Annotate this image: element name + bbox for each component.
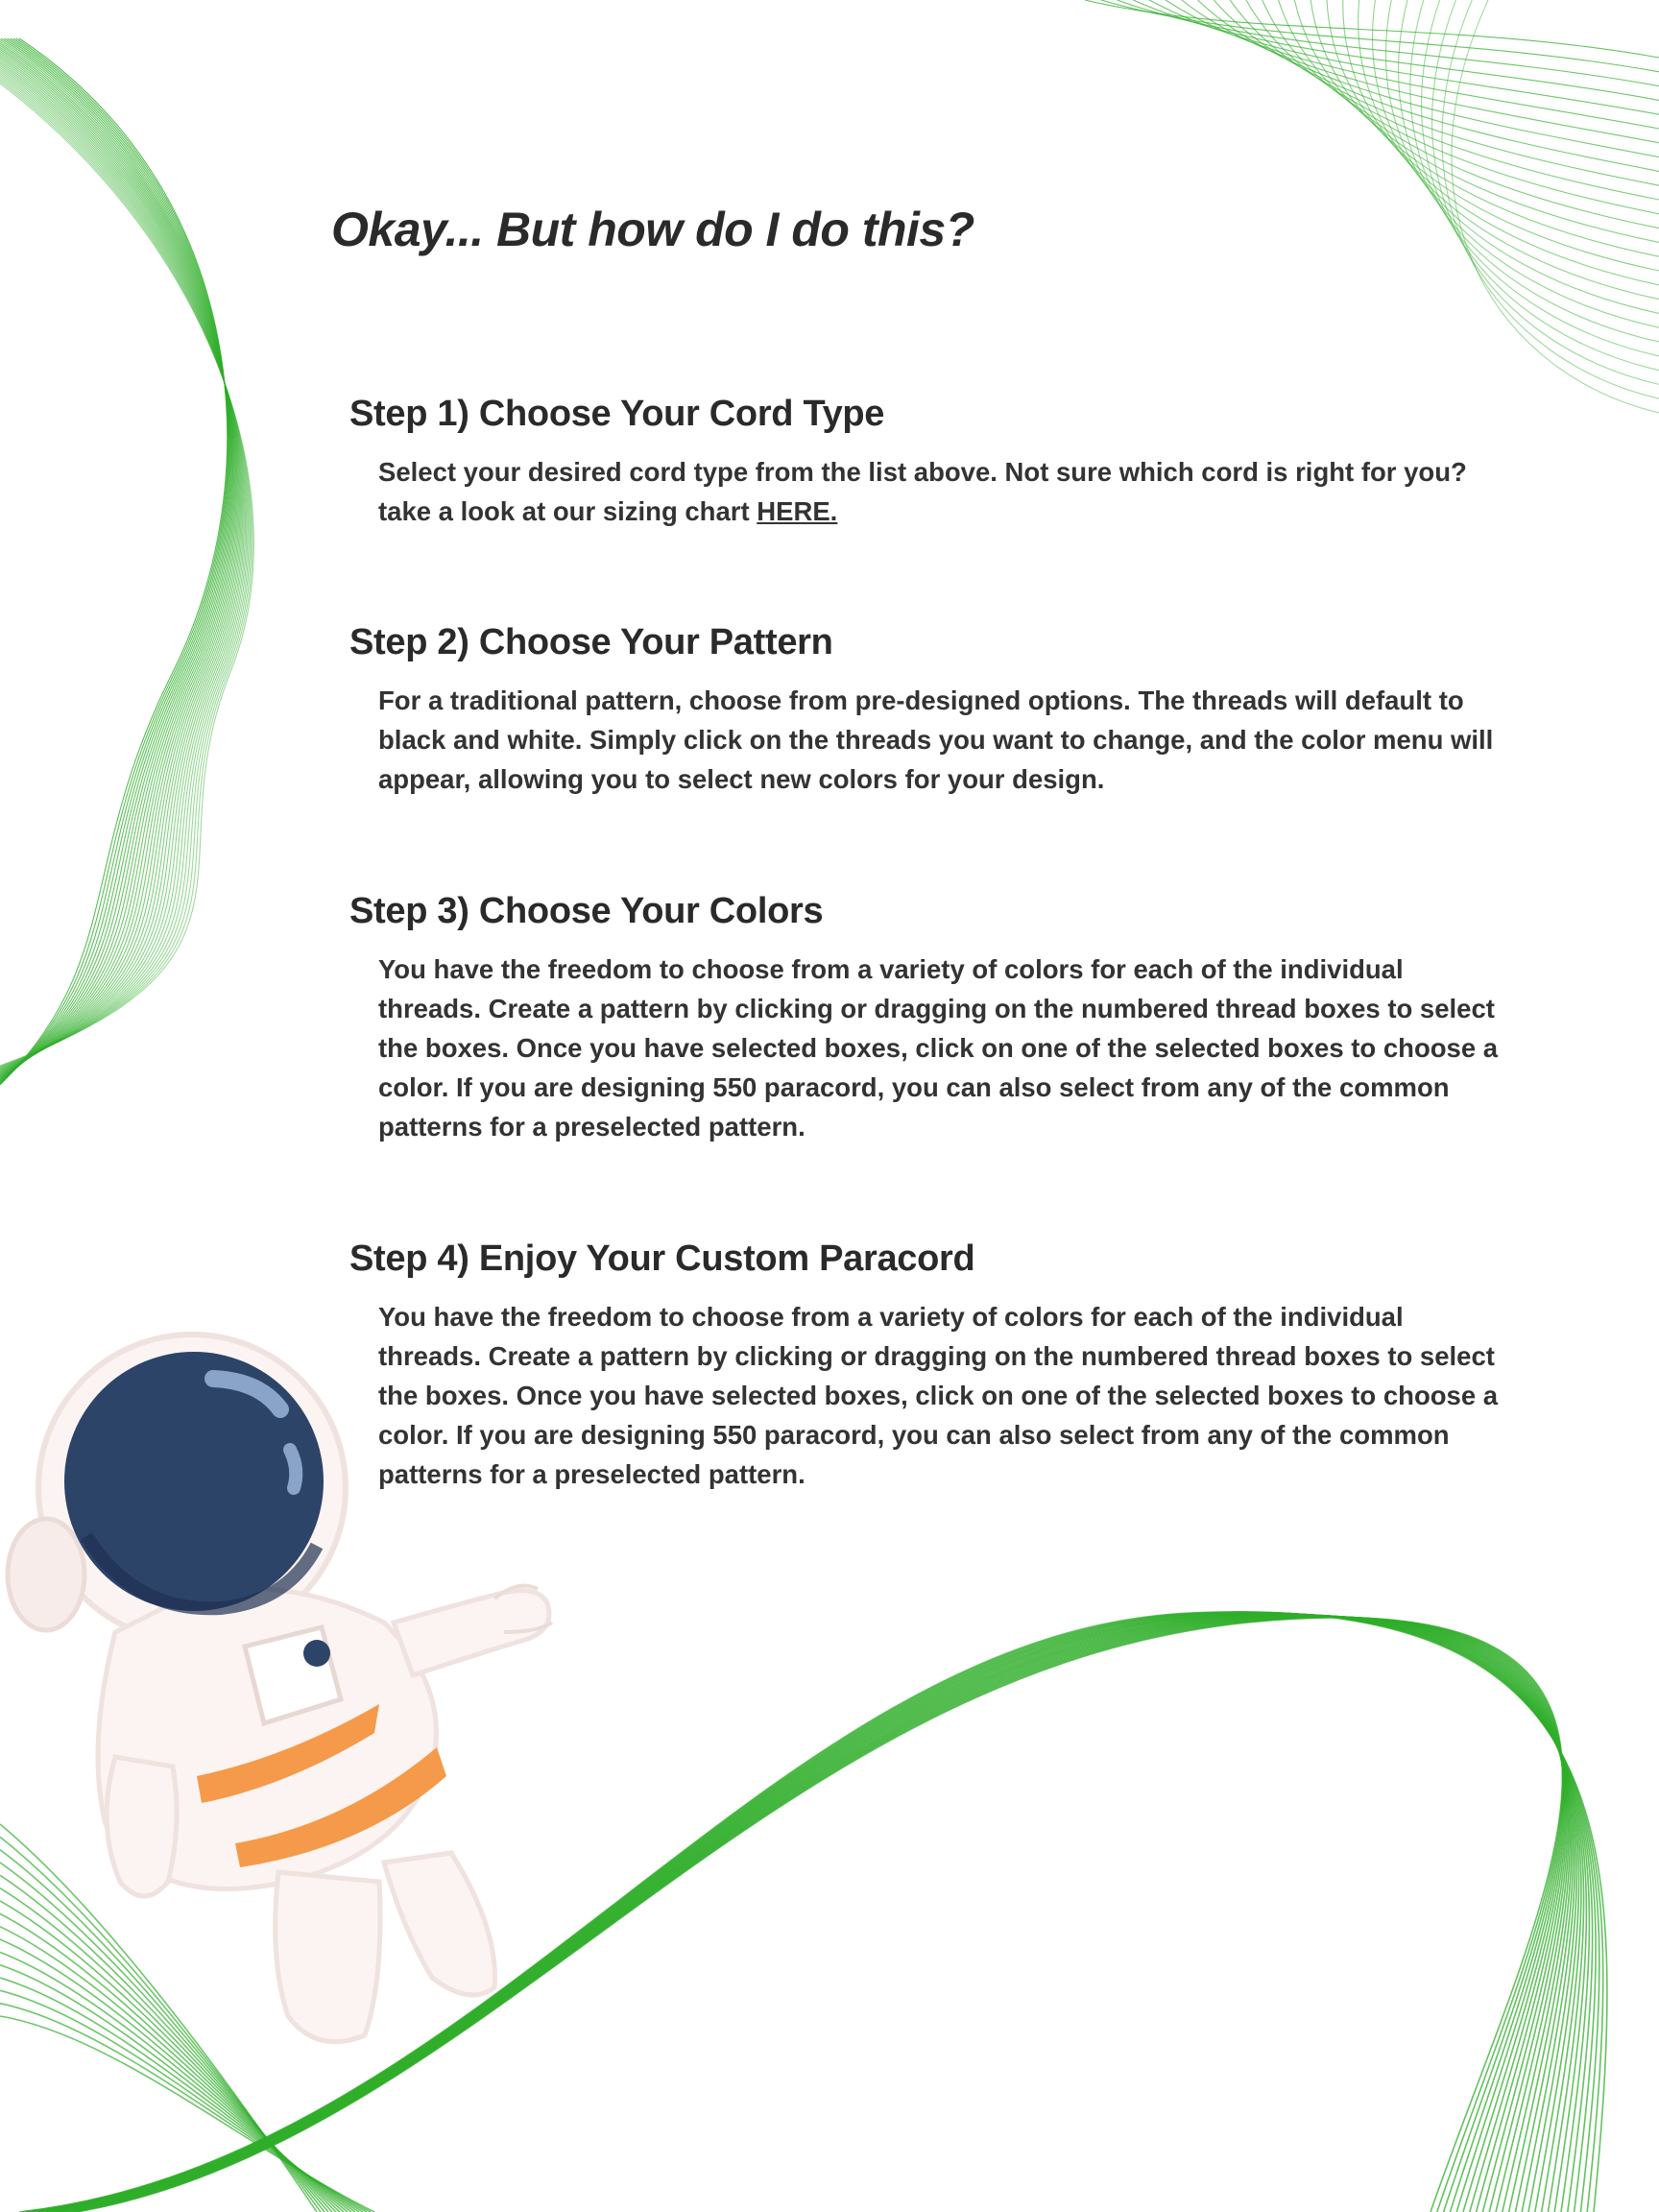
- step-heading: Step 1) Choose Your Cord Type: [349, 394, 885, 434]
- step-text: Select your desired cord type from the list above. Not sure which cord is right for you? take a look at our sizing chart: [378, 457, 1467, 526]
- page-title: Okay... But how do I do this?: [331, 203, 974, 256]
- step-4-section: [349, 1238, 1502, 1494]
- step-description: You have the freedom to choose from a variety of colors for each of the individual threads. Create a pattern by clicking or dragging on the numbered thread boxes to select the boxes. Once you have selected boxes, click on one of the selected boxes to choose a color. If you are designing 550 paracord, you can also select from any of the common patterns for a preselected pattern.: [378, 954, 1499, 1142]
- step-description: You have the freedom to choose from a variety of colors for each of the individual threads. Create a pattern by clicking or dragging on the numbered thread boxes to select the boxes. Once you have selected boxes, click on one of the selected boxes to choose a color. If you are designing 550 paracord, you can also select from any of the common patterns for a preselected pattern.: [378, 1302, 1499, 1489]
- step-heading: Step 4) Enjoy Your Custom Paracord: [349, 1238, 975, 1279]
- step-heading: Step 3) Choose Your Colors: [349, 891, 824, 931]
- step-1-section: [349, 394, 1502, 531]
- step-2-section: [349, 622, 1502, 799]
- sizing-chart-link[interactable]: HERE.: [757, 496, 838, 526]
- step-3-section: [349, 891, 1502, 1146]
- step-heading: Step 2) Choose Your Pattern: [349, 622, 833, 662]
- step-description: [378, 452, 1502, 531]
- step-description: For a traditional pattern, choose from pre-designed options. The threads will default to black and white. Simply click on the threads you want to change, and the color menu will appear, allowing you to select new colors for your design.: [378, 685, 1494, 794]
